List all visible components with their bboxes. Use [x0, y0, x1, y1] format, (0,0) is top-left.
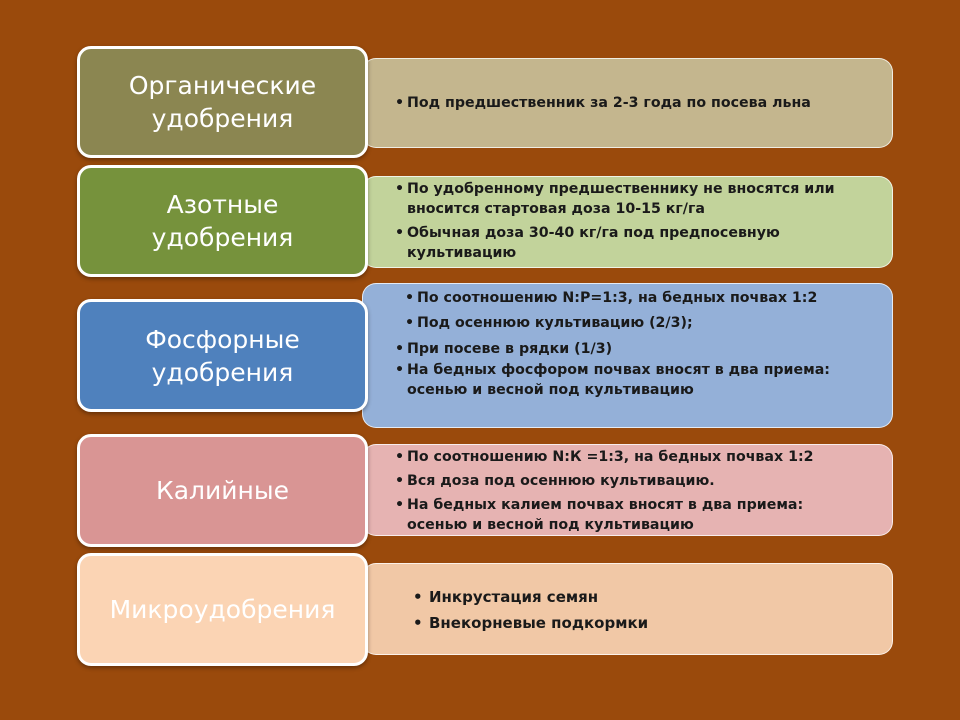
label-potassium-fertilizers [77, 434, 368, 547]
label-nitrogen-fertilizers [77, 165, 368, 277]
bullet-item: • Внекорневые подкормки [413, 613, 813, 633]
bullet-item: • Под осеннюю культивацию (2/3); [405, 313, 875, 333]
bullet-item: • По соотношению N:P=1:3, на бедных почвах 1:2 [405, 288, 875, 308]
label-title: Фосфорные удобрения [145, 324, 300, 387]
label-title: Микроудобрения [109, 595, 336, 624]
bullet-item: • На бедных фосфором почвах вносят в два приема: осенью и весной под культивацию [395, 360, 857, 400]
label-title: Калийные [155, 476, 289, 505]
bullet-item: • По соотношению N:К =1:3, на бедных почвах 1:2 [395, 447, 865, 467]
label-micro-fertilizers [77, 553, 368, 666]
bullet-item: • Вся доза под осеннюю культивацию. [395, 471, 865, 491]
bullet-item: • Инкрустация семян [413, 587, 813, 607]
detail-box-phosphorus [362, 283, 893, 428]
detail-box-nitrogen [362, 176, 893, 268]
bullet-item: • Обычная доза 30-40 кг/га под предпосевную культивацию [395, 223, 845, 263]
detail-box-potassium [362, 444, 893, 536]
bullet-item: • При посеве в рядки (1/3) [395, 339, 857, 359]
label-title: Органические удобрения [128, 71, 317, 133]
bullet-list-nitrogen [395, 179, 845, 263]
bullet-item: • По удобренному предшественнику не вносятся или вносится стартовая доза 10-15 кг/га [395, 179, 845, 219]
bullet-list-phosphorus-top [405, 288, 875, 333]
label-phosphorus-fertilizers [77, 299, 368, 412]
bullet-list-phosphorus-bottom [395, 339, 857, 400]
bullet-item: • На бедных калием почвах вносят в два приема: осенью и весной под культивацию [395, 495, 865, 535]
label-title: Азотные удобрения [151, 190, 294, 252]
bullet-item: • Под предшественник за 2-3 года по посева льна [395, 93, 875, 113]
label-organic-fertilizers [77, 46, 368, 158]
detail-box-organic [362, 58, 893, 148]
bullet-list-organic [395, 93, 875, 113]
detail-box-micro [362, 563, 893, 655]
bullet-list-micro [413, 587, 813, 633]
bullet-list-potassium [395, 447, 865, 535]
